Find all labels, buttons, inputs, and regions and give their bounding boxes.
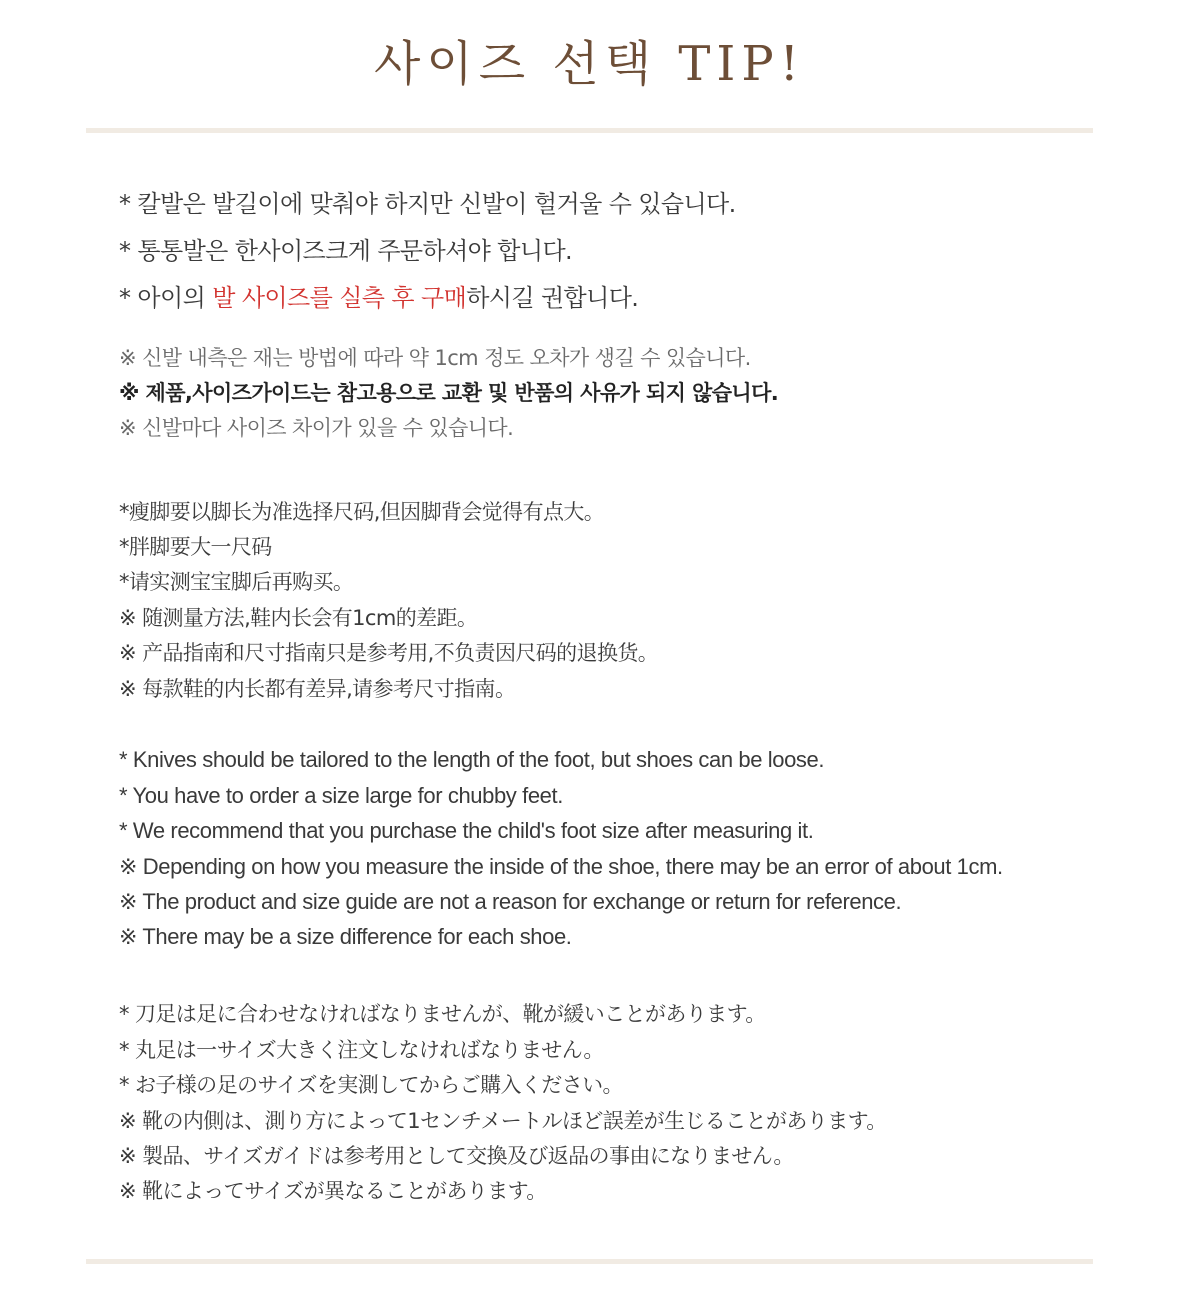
english-line-5: ※ The product and size guide are not a reason for exchange or return for reference. [119, 889, 902, 914]
english-line-1: * Knives should be tailored to the length of the foot, but shoes can be loose. [119, 747, 825, 772]
english-line-4: ※ Depending on how you measure the inside of the shoe, there may be an error of about 1cm. [119, 854, 1003, 879]
korean-tip-1: * 칼발은 발길이에 맞춰야 하지만 신발이 헐거울 수 있습니다. [119, 190, 736, 218]
chinese-line-2: *胖脚要大一尺码 [119, 535, 272, 559]
korean-tip-2: * 통통발은 한사이즈크게 주문하셔야 합니다. [119, 237, 573, 265]
japanese-line-6: ※ 靴によってサイズが異なることがあります。 [119, 1179, 547, 1203]
english-line-3: * We recommend that you purchase the child's foot size after measuring it. [119, 818, 814, 843]
korean-note-1: ※ 신발 내측은 재는 방법에 따라 약 1cm 정도 오차가 생길 수 있습니다. [119, 346, 751, 370]
japanese-line-1: * 刀足は足に合わせなければなりませんが、靴が緩いことがあります。 [119, 1002, 766, 1026]
top-divider [86, 128, 1093, 133]
japanese-line-3: * お子様の足のサイズを実測してからご購入ください。 [119, 1073, 623, 1097]
korean-tip-3-suffix: 하시길 권합니다. [466, 284, 639, 312]
korean-tip-3-prefix: * 아이의 [119, 284, 213, 312]
japanese-line-5: ※ 製品、サイズガイドは参考用として交換及び返品の事由になりません。 [119, 1144, 794, 1168]
english-line-2: * You have to order a size large for chubby feet. [119, 783, 563, 808]
korean-note-2: ※ 제품,사이즈가이드는 참고용으로 교환 및 반품의 사유가 되지 않습니다. [119, 381, 779, 405]
chinese-line-3: *请实测宝宝脚后再购买。 [119, 570, 354, 594]
chinese-line-4: ※ 随测量方法,鞋内长会有1cm的差距。 [119, 606, 478, 630]
japanese-line-2: * 丸足は一サイズ大きく注文しなければなりません。 [119, 1038, 604, 1062]
chinese-line-5: ※ 产品指南和尺寸指南只是参考用,不负责因尺码的退换货。 [119, 641, 659, 665]
english-line-6: ※ There may be a size difference for each shoe. [119, 924, 572, 949]
chinese-line-1: *瘦脚要以脚长为准选择尺码,但因脚背会觉得有点大。 [119, 500, 605, 524]
bottom-divider [86, 1259, 1093, 1264]
japanese-line-4: ※ 靴の内側は、測り方によって1センチメートルほど誤差が生じることがあります。 [119, 1109, 887, 1133]
page-title: 사이즈 선택 TIP! [374, 36, 805, 92]
korean-tip-3-highlight: 발 사이즈를 실측 후 구매 [212, 284, 467, 312]
korean-note-3: ※ 신발마다 사이즈 차이가 있을 수 있습니다. [119, 416, 514, 440]
chinese-line-6: ※ 每款鞋的内长都有差异,请参考尺寸指南。 [119, 677, 516, 701]
korean-tip-3 [119, 282, 638, 314]
